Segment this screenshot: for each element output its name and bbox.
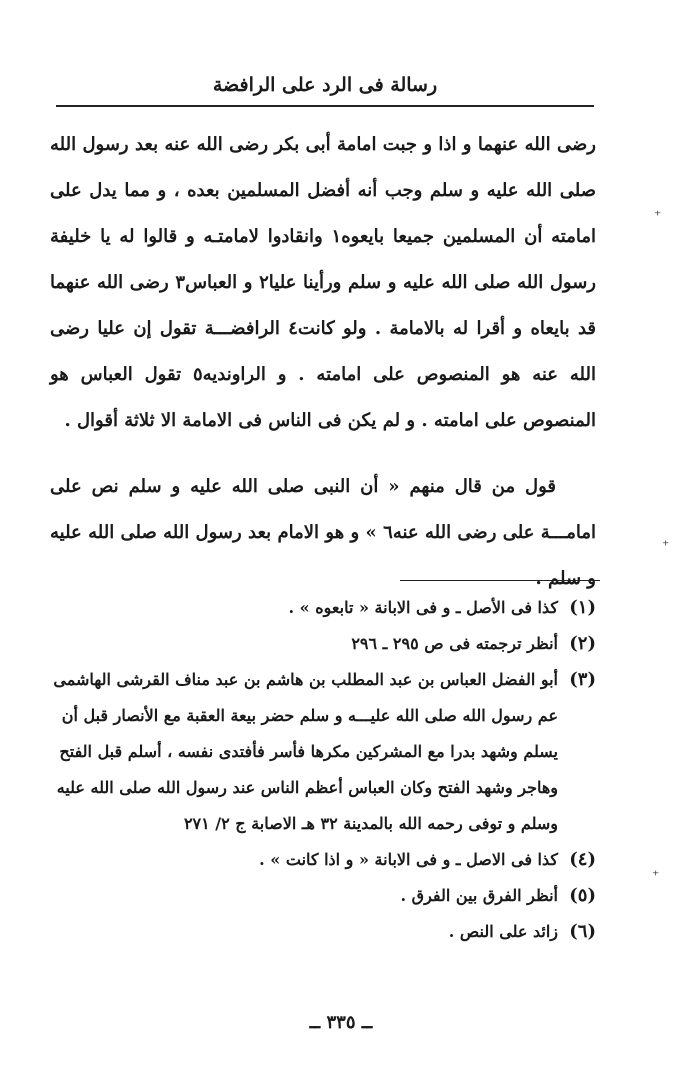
footnote-number: (٣) xyxy=(569,669,596,690)
footnote-text: كذا فى الأصل ـ و فى الابانة « تابعوه » . xyxy=(288,598,558,617)
footnote-6 xyxy=(50,914,596,950)
footnote-rule xyxy=(400,580,600,581)
footnote-text: كذا فى الاصل ـ و فى الابانة « و اذا كانت » . xyxy=(259,850,558,869)
body-paragraph-1: رضى الله عنهما و اذا و جبت امامة أبى بكر رضى الله عنه بعد رسول الله صلى الله عليه و سلم وجب أنه أفضل المسلمين بعده ، و مما يدل على امامته أن المسلمين جميعا بايعوه١ وانقادوا لامامتـه و قالوا له يا خليفة رسول الله صلى الله عليه و سلم ورأينا عليا٢ و العباس٣ رضى الله عنهما قد بايعاه و أقرا له بالامامة . ولو كانت٤ الرافضـــة تقول إن عليا رضى الله عنه هو المنصوص على امامته . و الراونديه٥ تقول العباس هو المنصوص على امامته . و لم يكن فى الناس فى الامامة الا ثلاثة أقوال . xyxy=(50,134,597,431)
footnote-2 xyxy=(50,626,596,662)
body-paragraph-2: قول من قال منهم « أن النبى صلى الله عليه و سلم نص على امامـــة على رضى الله عنه٦ » و هو الامام بعد رسول الله صلى الله عليه و سلم . xyxy=(50,476,596,589)
footnote-text: أنظر الفرق بين الفرق . xyxy=(400,886,558,905)
footnote-number: (٤) xyxy=(569,849,596,870)
footnote-number: (٦) xyxy=(569,921,596,942)
footnotes xyxy=(50,590,596,950)
margin-mark-icon: ⁺ xyxy=(654,208,662,224)
footnote-number: (٢) xyxy=(569,633,596,654)
footnote-5 xyxy=(50,878,596,914)
footnote-4 xyxy=(50,842,596,878)
footnote-3 xyxy=(50,662,596,842)
page-number: ــ ٣٣٥ ــ xyxy=(309,1012,373,1033)
footnote-1 xyxy=(50,590,596,626)
footnote-text: أنظر ترجمته فى ص ٢٩٥ ـ ٢٩٦ xyxy=(351,634,558,653)
main-text xyxy=(50,122,596,602)
footnote-text: زائد على النص . xyxy=(448,922,558,941)
footnote-text: أبو الفضل العباس بن عبد المطلب بن هاشم بن عبد مناف القرشى الهاشمى عم رسول الله صلى الله عليـــه و سلم حضر بيعة العقبة مع الأنصار قبل أن يسلم وشهد بدرا مع المشركين مكرها فأسر فأفتدى نفسه ، أسلم قبل الفتح وهاجر وشهد الفتح وكان العباس أعظم الناس عند رسول الله صلى الله عليه وسلم و توفى رحمه الله بالمدينة ٣٢ هـ الاصابة ج ٢/ ٢٧١ xyxy=(53,670,558,833)
header-rule xyxy=(56,105,594,107)
running-head-title: رسالة فى الرد على الرافضة xyxy=(212,74,438,96)
footnote-number: (٥) xyxy=(569,885,596,906)
margin-mark-icon: ⁺ xyxy=(662,538,670,554)
footnote-number: (١) xyxy=(569,597,596,618)
margin-mark-icon: ⁺ xyxy=(652,868,660,884)
